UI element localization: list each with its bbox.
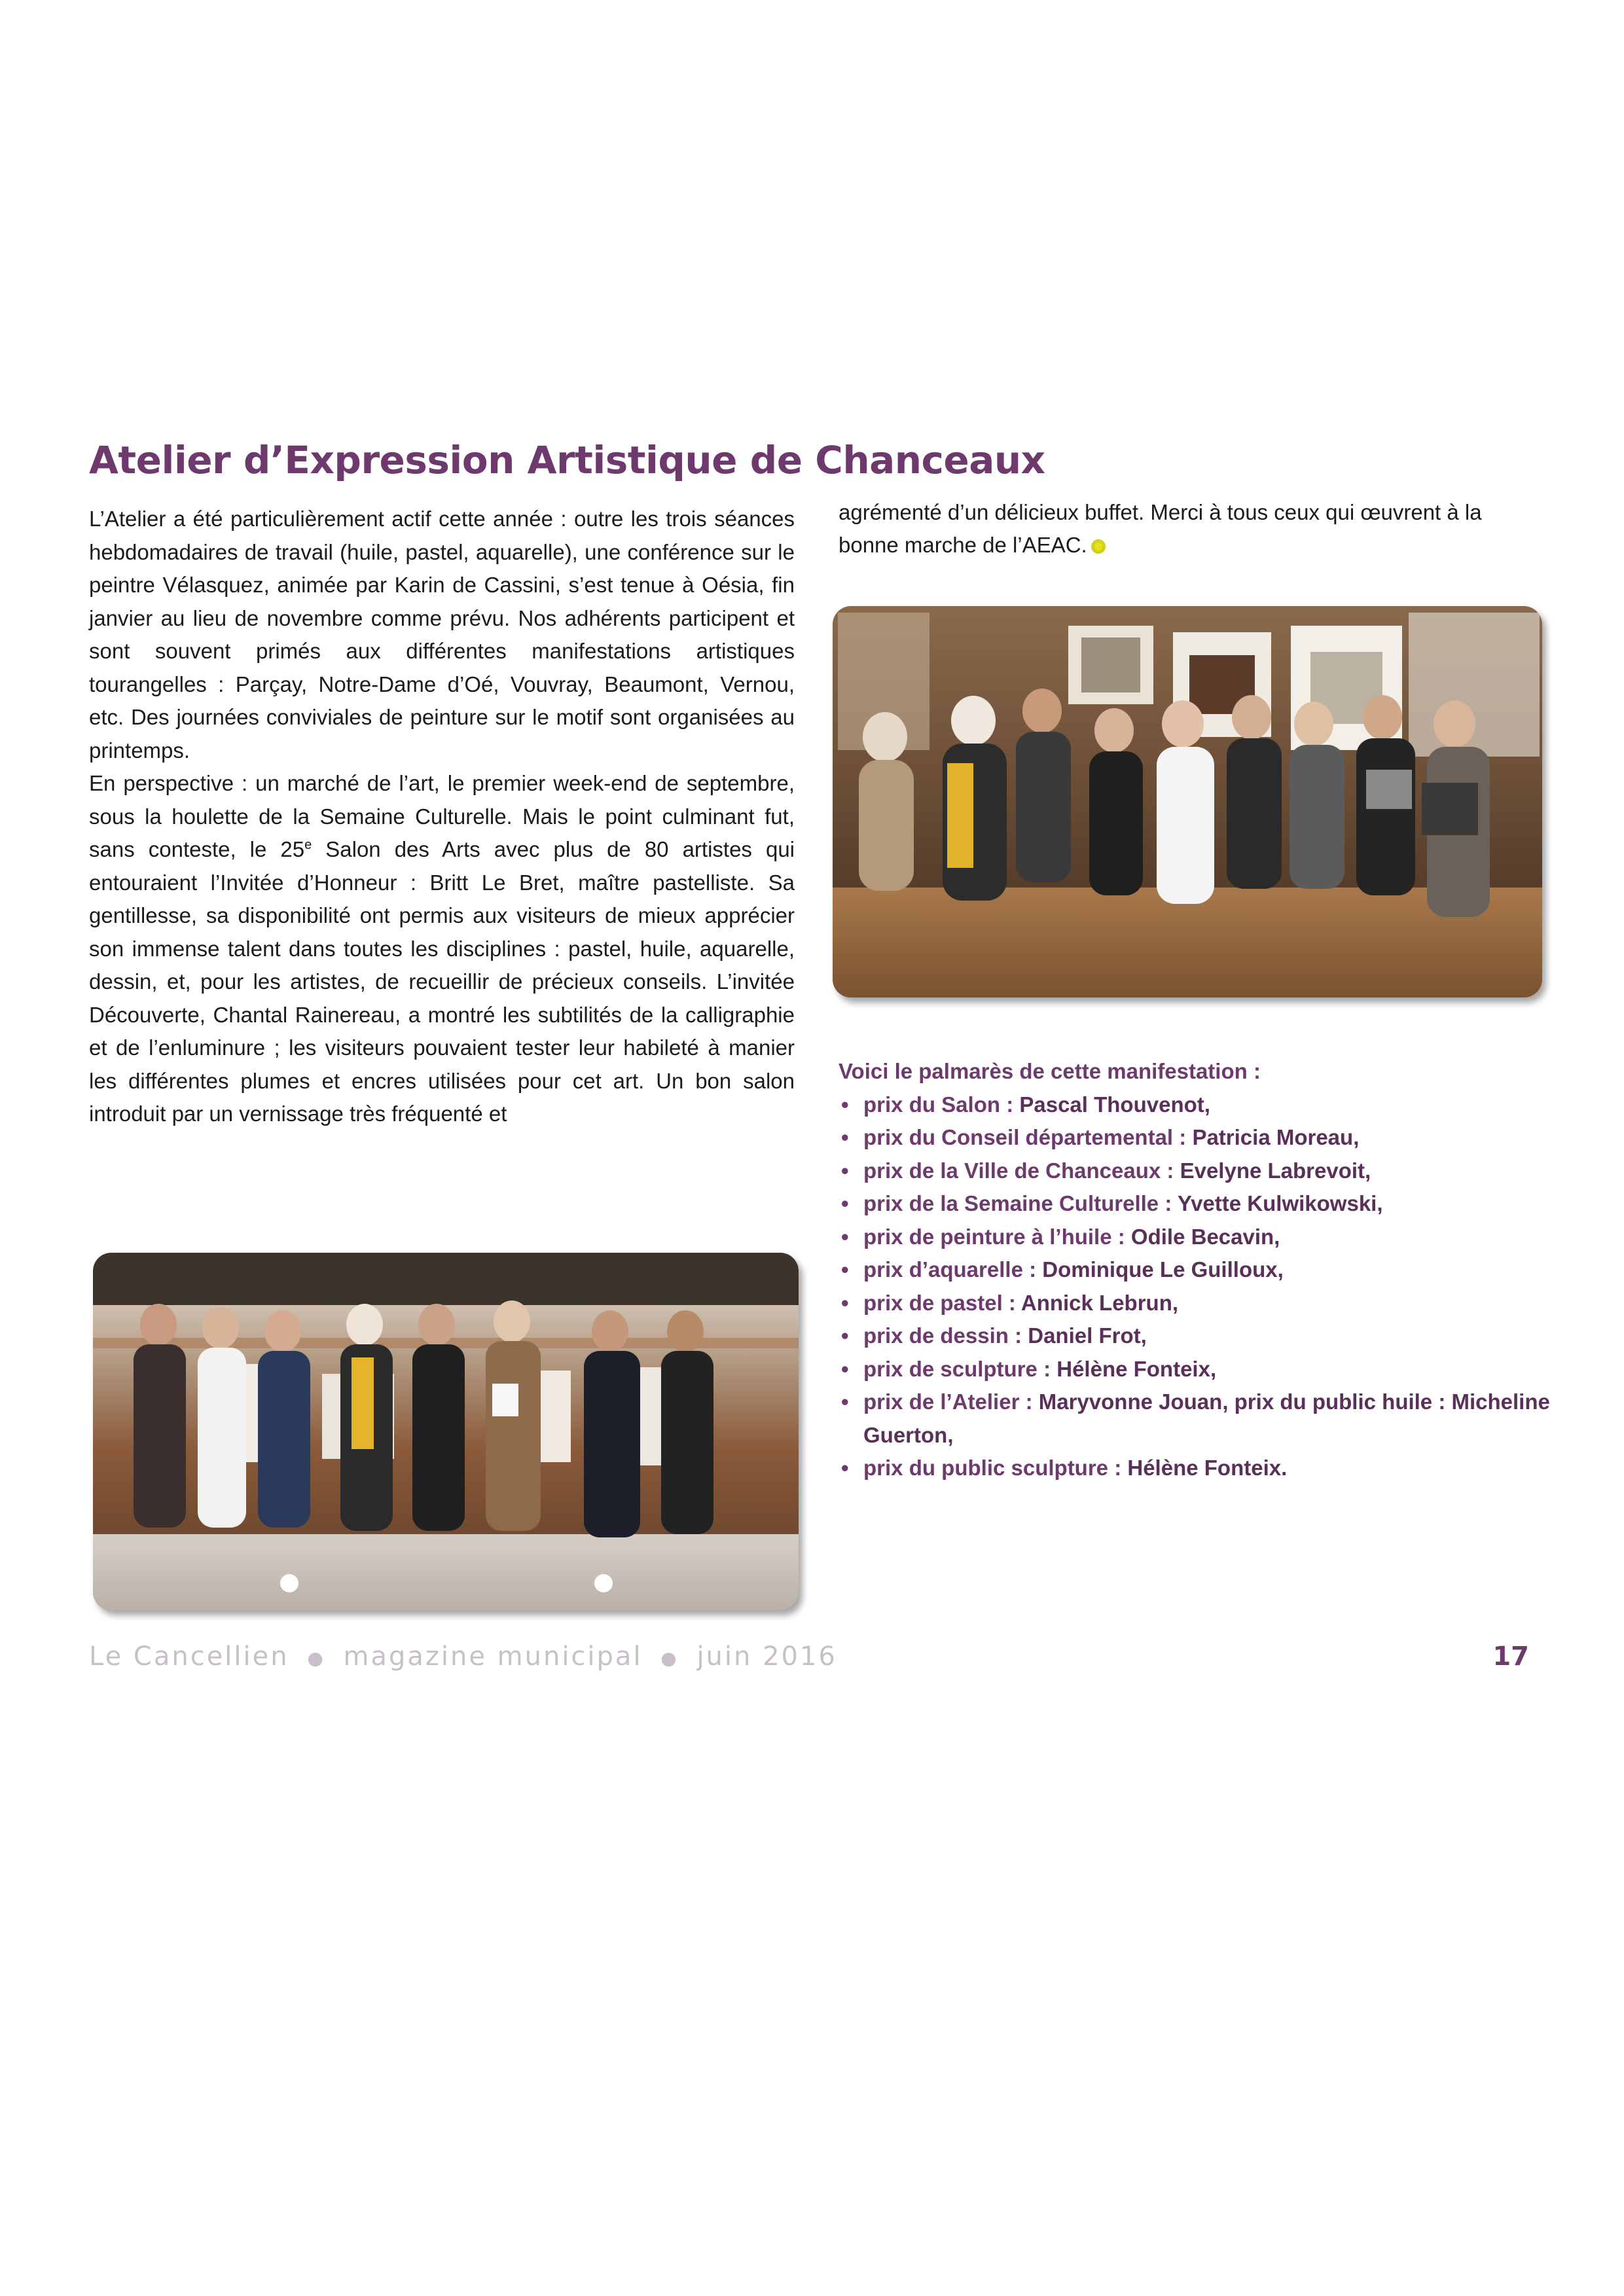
awards-list (839, 1055, 1559, 1485)
award-item: • prix de dessin : Daniel Frot, (839, 1319, 1559, 1353)
article-paragraph-1: L’Atelier a été particulièrement actif cette année : outre les trois séances hebdomadaires de travail (huile, pastel, aquarelle), une conférence sur le peintre Vélasquez, animée par Karin de Cassini, s’est tenue à Oésia, fin janvier au lieu de novembre comme prévu. Nos adhérents participent et sont souvent primés aux différentes manifestations artistiques tourangelles : Parçay, Notre-Dame d’Oé, Vouvray, Beaumont, Vernou, etc. Des journées conviviales de peinture sur le motif sont organisées au printemps. (89, 507, 795, 762)
footer-date: juin 2016 (696, 1641, 837, 1672)
footer-publication: Le Cancellien (89, 1641, 289, 1672)
page-number: 17 (1492, 1641, 1529, 1672)
award-item: • prix de peinture à l’huile : Odile Becavin, (839, 1221, 1559, 1254)
article-paragraph-2: En perspective : un marché de l’art, le premier week-end de septembre, sous la houlette de la Semaine Culturelle. Mais le point culminant fut, sans conteste, le 25e Salon des Arts avec plus de 80 artistes qui entouraient l’Invitée d’Honneur : Britt Le Bret, maître pastelliste. Sa gentillesse, sa disponibilité ont permis aux visiteurs de mieux apprécier son immense talent dans toutes les disciplines : pastel, huile, aquarelle, dessin, et, pour les artistes, de recueillir de précieux conseils. L’invitée Découverte, Chantal Rainereau, a montré les subtilités de la calligraphie et de l’enluminure ; les visiteurs pouvaient tester leur habileté à manier les différentes plumes et encres utilisées pour cet art. Un bon salon introduit par un vernissage très fréquenté et (89, 771, 795, 1126)
award-item: • prix d’aquarelle : Dominique Le Guilloux, (839, 1253, 1559, 1287)
awards-intro: Voici le palmarès de cette manifestation : (839, 1059, 1261, 1083)
award-item: • prix de sculpture : Hélène Fonteix, (839, 1353, 1559, 1386)
group-photo-exhibition (833, 606, 1542, 997)
award-item: • prix du Salon : Pascal Thouvenot, (839, 1088, 1559, 1122)
footer-section: magazine municipal (343, 1641, 643, 1672)
page-footer (89, 1641, 1542, 1681)
award-item: • prix de l’Atelier : Maryvonne Jouan, prix du public huile : Micheline Guerton, (839, 1386, 1559, 1452)
end-mark-icon (1091, 539, 1106, 554)
awards-items (839, 1088, 1559, 1485)
group-photo-stage (93, 1253, 799, 1610)
award-item: • prix du Conseil départemental : Patricia Moreau, (839, 1121, 1559, 1155)
bullet-separator-icon: ● (660, 1647, 679, 1669)
article-title: Atelier d’Expression Artistique de Chanceaux (89, 438, 1045, 482)
award-item: • prix du public sculpture : Hélène Fonteix. (839, 1452, 1559, 1485)
award-item: • prix de pastel : Annick Lebrun, (839, 1287, 1559, 1320)
article-paragraph-3: agrémenté d’un délicieux buffet. Merci à tous ceux qui œuvrent à la bonne marche de l’AEAC. (839, 500, 1482, 557)
article-body-right-column (839, 496, 1545, 562)
award-item: • prix de la Ville de Chanceaux : Evelyne Labrevoit, (839, 1155, 1559, 1188)
bullet-separator-icon: ● (307, 1647, 325, 1669)
article-body-left-column (89, 503, 795, 1131)
award-item: • prix de la Semaine Culturelle : Yvette Kulwikowski, (839, 1187, 1559, 1221)
